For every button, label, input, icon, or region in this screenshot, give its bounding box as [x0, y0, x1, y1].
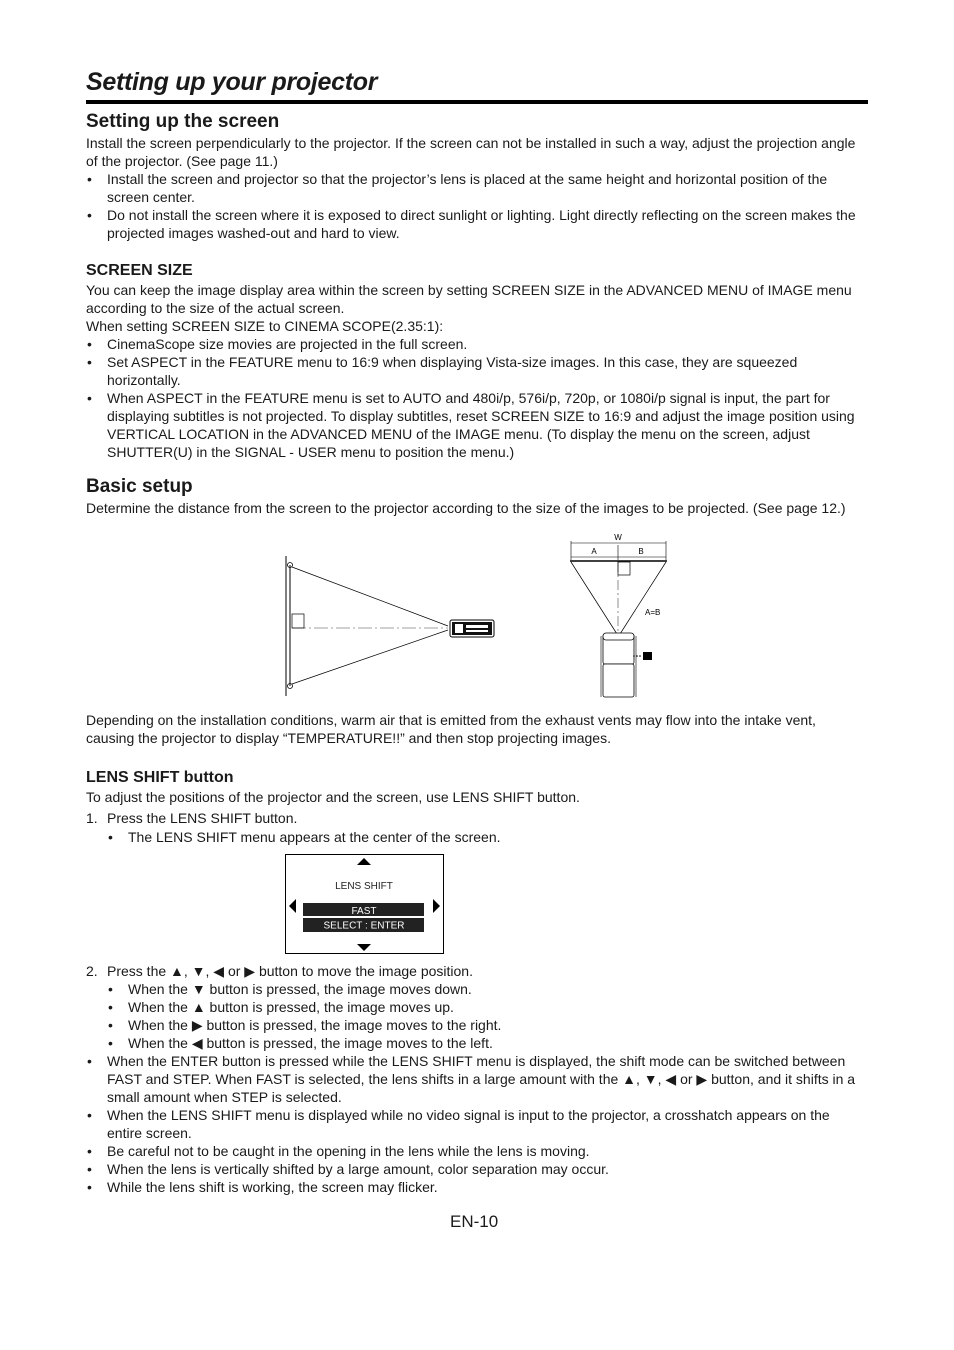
step-text: Press the ▲, ▼, ◀ or ▶ button to move the image position. — [107, 963, 473, 979]
menu-title: LENS SHIFT — [335, 881, 393, 892]
sub-bullet-item: • The LENS SHIFT menu appears at the center of the screen. — [107, 828, 868, 846]
step-text: Press the LENS SHIFT button. — [107, 810, 298, 826]
top-view-diagram — [565, 530, 675, 702]
paragraph: You can keep the image display area within the screen by setting SCREEN SIZE in the ADVANCED MENU of IMAGE menu according to the size of the actual screen. — [86, 282, 852, 316]
select-hint: SELECT : ENTER — [323, 920, 405, 932]
lens-shift-menu — [284, 853, 446, 956]
sub-bullet-item: • When the ▲ button is pressed, the image moves up. — [107, 998, 868, 1016]
step-number: 2. — [86, 963, 98, 979]
step-item — [86, 809, 868, 827]
bullet-item: • Do not install the screen where it is exposed to direct sunlight or lighting. Light directly reflecting on the screen makes the projected images washed-out and hard to view. — [86, 206, 868, 242]
projector-top-icon — [601, 633, 652, 697]
projector-side-icon — [450, 620, 494, 637]
subsection-heading: SCREEN SIZE — [86, 262, 193, 279]
page-title: Setting up your projector — [86, 66, 868, 104]
equal-label: A=B — [645, 608, 661, 617]
bullet-item: • When the LENS SHIFT menu is displayed while no video signal is input to the projector, a crosshatch appears on the entire screen. — [86, 1106, 868, 1142]
a-label: A — [591, 547, 597, 556]
bullet-item: • While the lens shift is working, the screen may flicker. — [86, 1178, 868, 1196]
warm-air-note — [86, 711, 868, 747]
section-heading: Basic setup — [86, 476, 193, 497]
paragraph: When setting SCREEN SIZE to CINEMA SCOPE(2.35:1): — [86, 318, 444, 334]
bullet-item: • Install the screen and projector so that the projector’s lens is placed at the same height and horizontal position of the screen center. — [86, 170, 868, 206]
bullet-item: • When the lens is vertically shifted by a large amount, color separation may occur. — [86, 1160, 868, 1178]
screen-setup-section — [86, 110, 868, 242]
paragraph: Depending on the installation conditions, warm air that is emitted from the exhaust vents may flow into the intake vent, causing the projector to display “TEMPERATURE!!” and then stop projecting images. — [86, 712, 816, 746]
paragraph: Install the screen perpendicularly to the projector. If the screen can not be installed in such a way, adjust the projection angle of the projector. (See page 11.) — [86, 135, 856, 169]
bullet-item: • Set ASPECT in the FEATURE menu to 16:9 when displaying Vista-size images. In this case, they are squeezed horizontally. — [86, 353, 868, 389]
step-item — [86, 962, 868, 980]
b-label: B — [638, 547, 644, 556]
screen-size-section — [86, 261, 868, 461]
bullet-item: • When ASPECT in the FEATURE menu is set to AUTO and 480i/p, 576i/p, 720p, or 1080i/p signal is input, the part for displaying subtitles is not projected. To display subtitles, reset SCREEN SIZE to 16:9 and adjust the image position using VERTICAL LOCATION in the ADVANCED MENU of the IMAGE menu. (To display the menu on the screen, adjust SHUTTER(U) in the SIGNAL - USER menu to position the menu.) — [86, 389, 868, 461]
section-heading: Setting up the screen — [86, 111, 280, 132]
lens-shift-section — [86, 768, 868, 846]
step-number: 1. — [86, 810, 98, 826]
bullet-item: • Be careful not to be caught in the opening in the lens while the lens is moving. — [86, 1142, 868, 1160]
width-label: W — [614, 533, 622, 542]
page-number: EN-10 — [450, 1212, 499, 1231]
sub-bullet-item: • When the ▼ button is pressed, the image moves down. — [107, 980, 868, 998]
sub-bullet-item: • When the ◀ button is pressed, the image moves to the left. — [107, 1034, 868, 1052]
lens-shift-steps — [86, 962, 868, 1196]
bullet-item: • When the ENTER button is pressed while the LENS SHIFT menu is displayed, the shift mode can be switched between FAST and STEP. When FAST is selected, the lens shifts in a large amount with the ▲, ▼, ◀ or ▶ button, and it shifts in a small amount when STEP is selected. — [86, 1052, 868, 1106]
mode-value: FAST — [351, 906, 377, 917]
subsection-heading: LENS SHIFT button — [86, 769, 234, 786]
sub-bullet-item: • When the ▶ button is pressed, the image moves to the right. — [107, 1016, 868, 1034]
paragraph: To adjust the positions of the projector and the screen, use LENS SHIFT button. — [86, 789, 580, 805]
basic-setup-section — [86, 475, 868, 517]
paragraph: Determine the distance from the screen to the projector according to the size of the images to be projected. (See page 12.) — [86, 500, 846, 516]
bullet-item: • CinemaScope size movies are projected in the full screen. — [86, 335, 868, 353]
side-view-diagram — [280, 550, 510, 700]
